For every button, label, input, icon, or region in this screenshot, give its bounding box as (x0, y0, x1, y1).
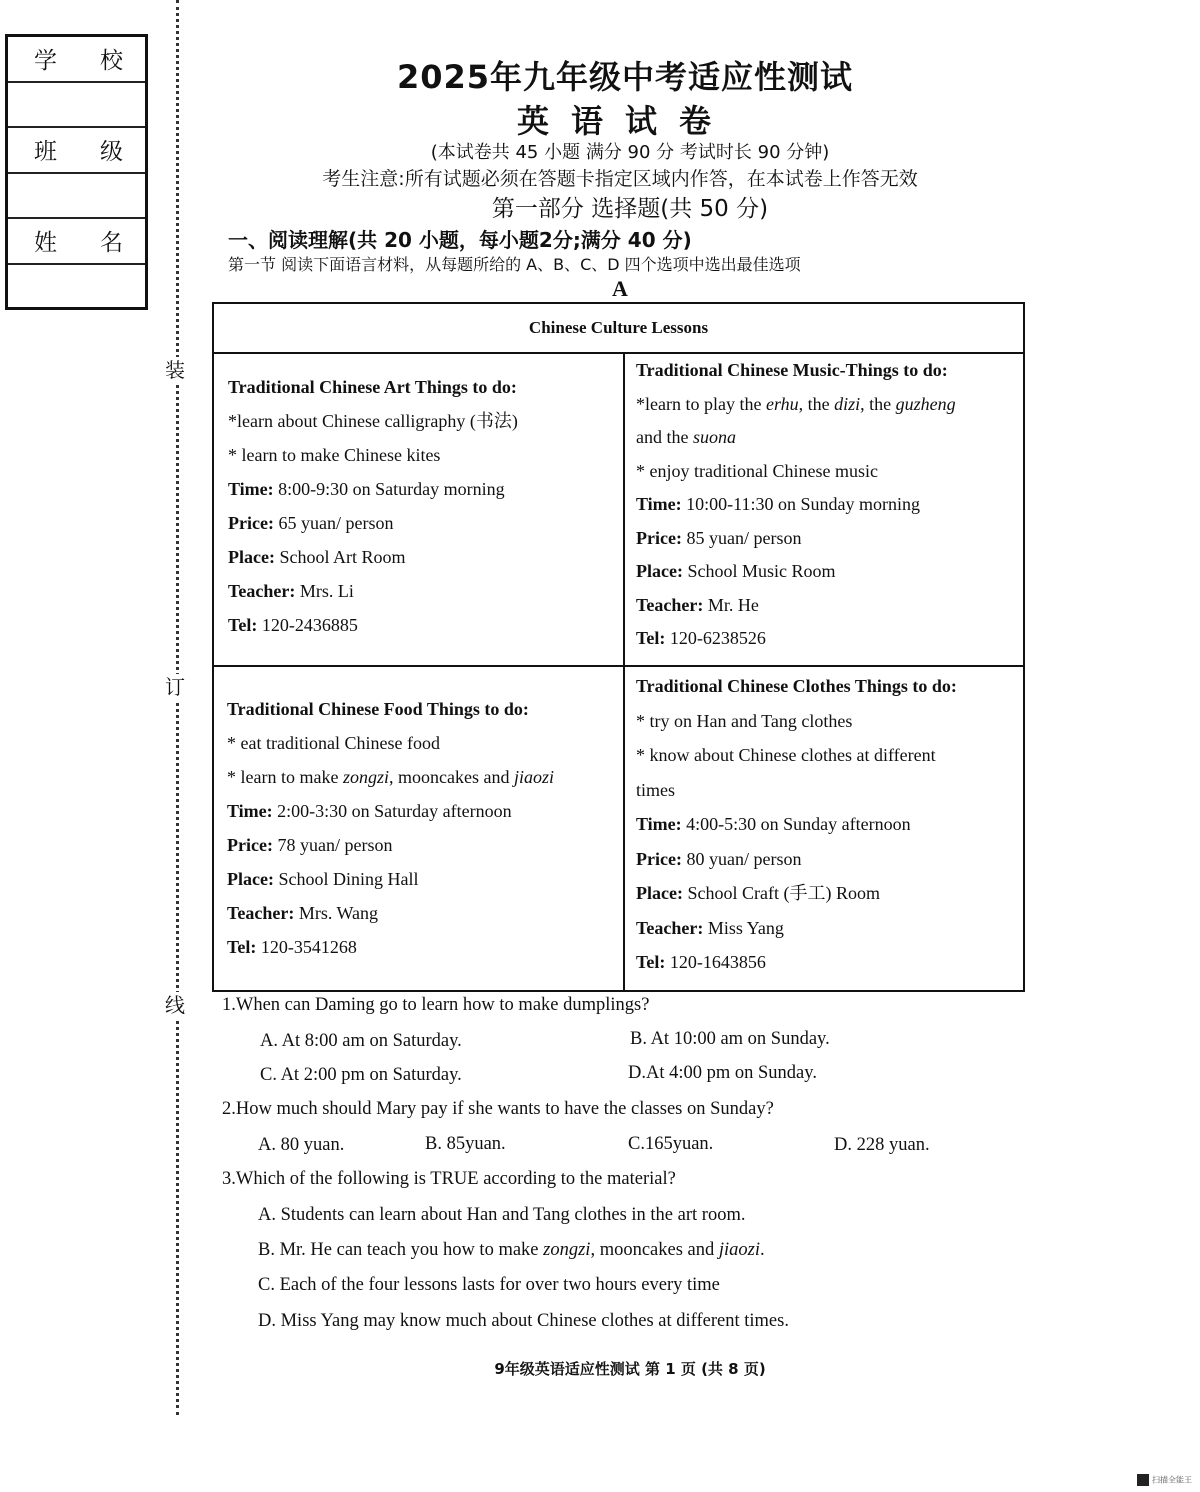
name-field[interactable] (8, 265, 145, 311)
class-label-char-2: 级 (100, 139, 123, 166)
art-teacher: Teacher: Mrs. Li (228, 581, 354, 601)
art-lesson-cell (228, 370, 613, 642)
binding-char-xian: 线 (160, 992, 190, 1018)
clothes-price: Price: 80 yuan/ person (636, 848, 802, 869)
music-lesson-cell (636, 354, 1021, 656)
clothes-place: Place: School Craft (手工) Room (636, 883, 880, 903)
class-label-char-1: 班 (34, 139, 57, 166)
art-price: Price: 65 yuan/ person (228, 513, 394, 533)
question-2-option-b[interactable]: B. 85yuan. (425, 1134, 506, 1154)
music-item-1: *learn to play the erhu, the dizi, the guzheng (636, 393, 956, 414)
clothes-teacher: Teacher: Miss Yang (636, 917, 784, 938)
art-time: Time: 8:00-9:30 on Saturday morning (228, 479, 505, 499)
question-2-option-c[interactable]: C.165yuan. (628, 1134, 714, 1154)
class-field[interactable] (8, 174, 145, 220)
clothes-time: Time: 4:00-5:30 on Sunday afternoon (636, 814, 911, 834)
clothes-item-2: * know about Chinese clothes at different (636, 745, 936, 765)
question-3-option-b[interactable]: B. Mr. He can teach you how to make zongzi, mooncakes and jiaozi. (258, 1240, 765, 1260)
art-place: Place: School Art Room (228, 547, 406, 567)
question-1-option-c[interactable]: C. At 2:00 pm on Saturday. (260, 1065, 462, 1085)
food-teacher: Teacher: Mrs. Wang (227, 903, 379, 923)
question-2-stem: 2.How much should Mary pay if she wants to have the classes on Sunday? (222, 1099, 774, 1119)
food-lesson-cell (227, 692, 617, 964)
music-place: Place: School Music Room (636, 561, 836, 581)
art-tel: Tel: 120-2436885 (228, 615, 358, 635)
question-3-option-c[interactable]: C. Each of the four lessons lasts for over two hours every time (258, 1275, 720, 1295)
name-label-char-2: 名 (100, 230, 123, 257)
art-item-2: * learn to make Chinese kites (228, 445, 441, 465)
name-field-label (8, 219, 145, 265)
art-heading: Traditional Chinese Art Things to do: (228, 377, 517, 397)
exam-subtitle: 英语试卷 (516, 102, 733, 140)
music-heading: Traditional Chinese Music-Things to do: (636, 360, 948, 380)
binding-char-ding: 订 (160, 674, 190, 700)
question-3-stem: 3.Which of the following is TRUE according to the material? (222, 1169, 676, 1189)
clothes-heading: Traditional Chinese Clothes Things to do: (636, 676, 957, 696)
page-footer: 9年级英语适应性测试 第 1 页 (共 8 页) (494, 1360, 766, 1378)
question-2-option-a[interactable]: A. 80 yuan. (258, 1135, 345, 1155)
passage-label: A (612, 276, 628, 301)
clothes-item-1: * try on Han and Tang clothes (636, 710, 853, 731)
clothes-tel: Tel: 120-1643856 (636, 952, 766, 972)
art-item-1: *learn about Chinese calligraphy (书法) (228, 411, 518, 431)
scanner-watermark: 扫描全能王 (1137, 1474, 1192, 1486)
school-label-char-2: 校 (100, 48, 123, 75)
question-2-option-d[interactable]: D. 228 yuan. (834, 1135, 930, 1155)
question-1-option-b[interactable]: B. At 10:00 am on Sunday. (630, 1029, 830, 1049)
food-tel: Tel: 120-3541268 (227, 937, 357, 957)
clothes-lesson-cell (636, 669, 1021, 980)
music-item-2: * enjoy traditional Chinese music (636, 460, 878, 481)
question-1-option-d[interactable]: D.At 4:00 pm on Sunday. (628, 1063, 817, 1083)
section-instruction: 第一节 阅读下面语言材料，从每题所给的 A、B、C、D 四个选项中选出最佳选项 (228, 255, 801, 274)
student-info-box (5, 34, 148, 310)
clothes-item-2-cont: times (636, 779, 675, 800)
school-label-char-1: 学 (34, 48, 57, 75)
table-divider-horizontal (214, 665, 1023, 667)
part-one-heading: 第一部分 选择题(共 50 分) (491, 196, 769, 222)
food-place: Place: School Dining Hall (227, 869, 419, 889)
question-1-option-a[interactable]: A. At 8:00 am on Saturday. (260, 1031, 462, 1051)
binding-char-zhuang: 装 (160, 357, 190, 383)
exam-notice: 考生注意:所有试题必须在答题卡指定区域内作答，在本试卷上作答无效 (322, 168, 918, 190)
music-tel: Tel: 120-6238526 (636, 628, 766, 648)
question-1-stem: 1.When can Daming go to learn how to make dumplings? (222, 995, 650, 1015)
food-item-2: * learn to make zongzi, mooncakes and jiaozi (227, 767, 554, 787)
music-time: Time: 10:00-11:30 on Sunday morning (636, 494, 920, 514)
table-title: Chinese Culture Lessons (214, 304, 1023, 354)
school-field[interactable] (8, 83, 145, 129)
question-3-option-d[interactable]: D. Miss Yang may know much about Chinese clothes at different times. (258, 1311, 789, 1331)
table-divider-vertical (623, 352, 625, 990)
school-field-label (8, 37, 145, 83)
food-item-1: * eat traditional Chinese food (227, 733, 440, 753)
exam-info: (本试卷共 45 小题 满分 90 分 考试时长 90 分钟) (430, 142, 830, 163)
qr-icon (1137, 1474, 1149, 1486)
music-teacher: Teacher: Mr. He (636, 594, 759, 615)
section-one-heading: 一、阅读理解(共 20 小题，每小题2分;满分 40 分) (228, 228, 692, 252)
music-price: Price: 85 yuan/ person (636, 527, 802, 548)
music-item-1-cont: and the suona (636, 427, 736, 447)
food-time: Time: 2:00-3:30 on Saturday afternoon (227, 801, 512, 821)
food-price: Price: 78 yuan/ person (227, 835, 393, 855)
class-field-label (8, 128, 145, 174)
question-3-option-a[interactable]: A. Students can learn about Han and Tang clothes in the art room. (258, 1205, 746, 1225)
lessons-table (212, 302, 1025, 992)
exam-title: 2025年九年级中考适应性测试 (396, 58, 854, 96)
binding-dotted-line (176, 0, 179, 1415)
food-heading: Traditional Chinese Food Things to do: (227, 699, 529, 719)
name-label-char-1: 姓 (34, 230, 57, 257)
